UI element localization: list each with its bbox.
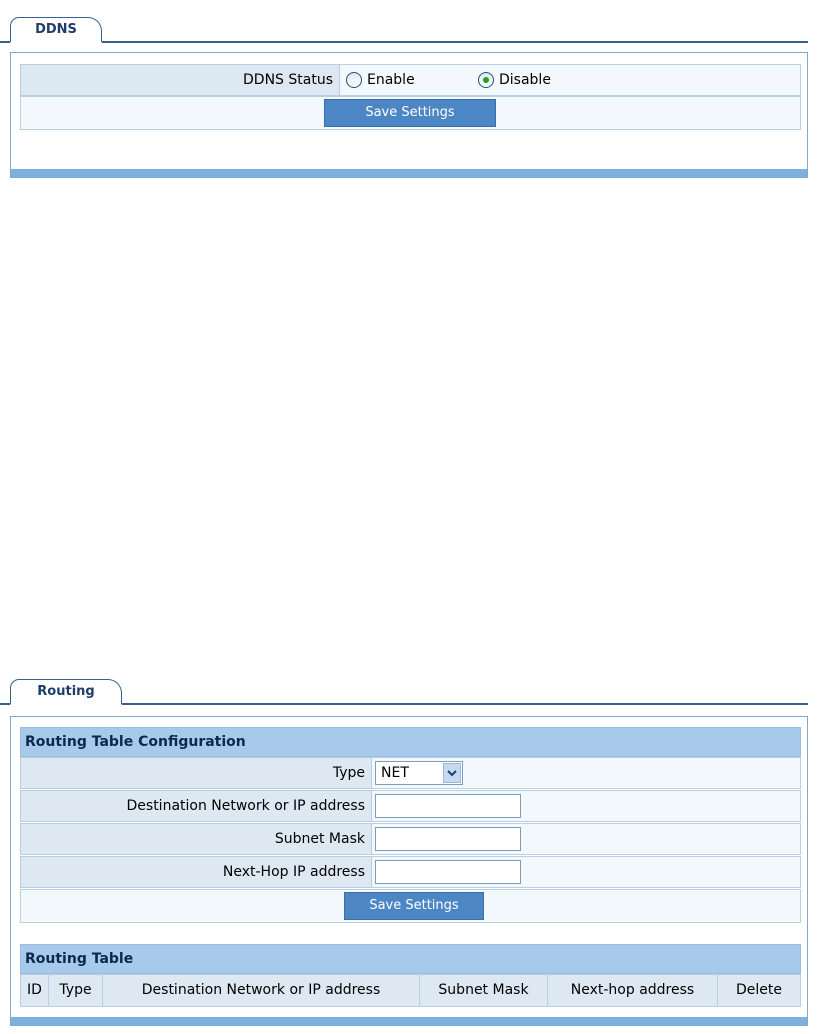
routing-type-label: Type [20,757,372,789]
ddns-save-row [20,96,801,130]
routing-table-columns [20,974,801,1007]
routing-nexthop-cell [372,856,801,888]
ddns-panel [10,52,808,178]
ddns-enable-radio[interactable] [346,72,362,88]
ddns-disable-radio[interactable] [478,72,494,88]
routing-mask-row [20,823,801,855]
column-id: ID [20,974,49,1007]
routing-save-button[interactable]: Save Settings [344,892,484,920]
tab-routing[interactable]: Routing [10,679,122,705]
ddns-panel-footer [11,169,807,177]
subnet-mask-input[interactable] [375,827,521,851]
column-next-hop: Next-hop address [548,974,718,1007]
tab-ddns[interactable]: DDNS [10,17,102,43]
column-subnet-mask: Subnet Mask [420,974,548,1007]
ddns-disable-label[interactable]: Disable [499,72,551,88]
destination-input[interactable] [375,794,521,818]
ddns-status-row [20,64,801,96]
routing-save-row [20,889,801,923]
column-type: Type [49,974,103,1007]
routing-type-row [20,757,801,789]
routing-dest-label: Destination Network or IP address [20,790,372,822]
ddns-status-options [340,64,801,96]
column-destination: Destination Network or IP address [103,974,420,1007]
routing-panel-footer [11,1017,807,1025]
column-delete: Delete [718,974,801,1007]
routing-type-cell [372,757,801,789]
ddns-enable-label[interactable]: Enable [367,72,415,88]
type-select-value: NET [381,765,409,781]
next-hop-input[interactable] [375,860,521,884]
routing-mask-cell [372,823,801,855]
routing-panel [10,716,808,1026]
routing-nexthop-row [20,856,801,888]
type-select[interactable] [375,761,463,785]
routing-config-header: Routing Table Configuration [20,727,801,757]
routing-mask-label: Subnet Mask [20,823,372,855]
routing-table-header: Routing Table [20,944,801,974]
ddns-status-label: DDNS Status [20,64,340,96]
routing-dest-row [20,790,801,822]
routing-nexthop-label: Next-Hop IP address [20,856,372,888]
routing-tabbar [0,671,808,705]
ddns-tabbar [0,9,808,43]
ddns-save-button[interactable]: Save Settings [324,99,496,127]
routing-dest-cell [372,790,801,822]
chevron-down-icon[interactable] [443,763,461,783]
